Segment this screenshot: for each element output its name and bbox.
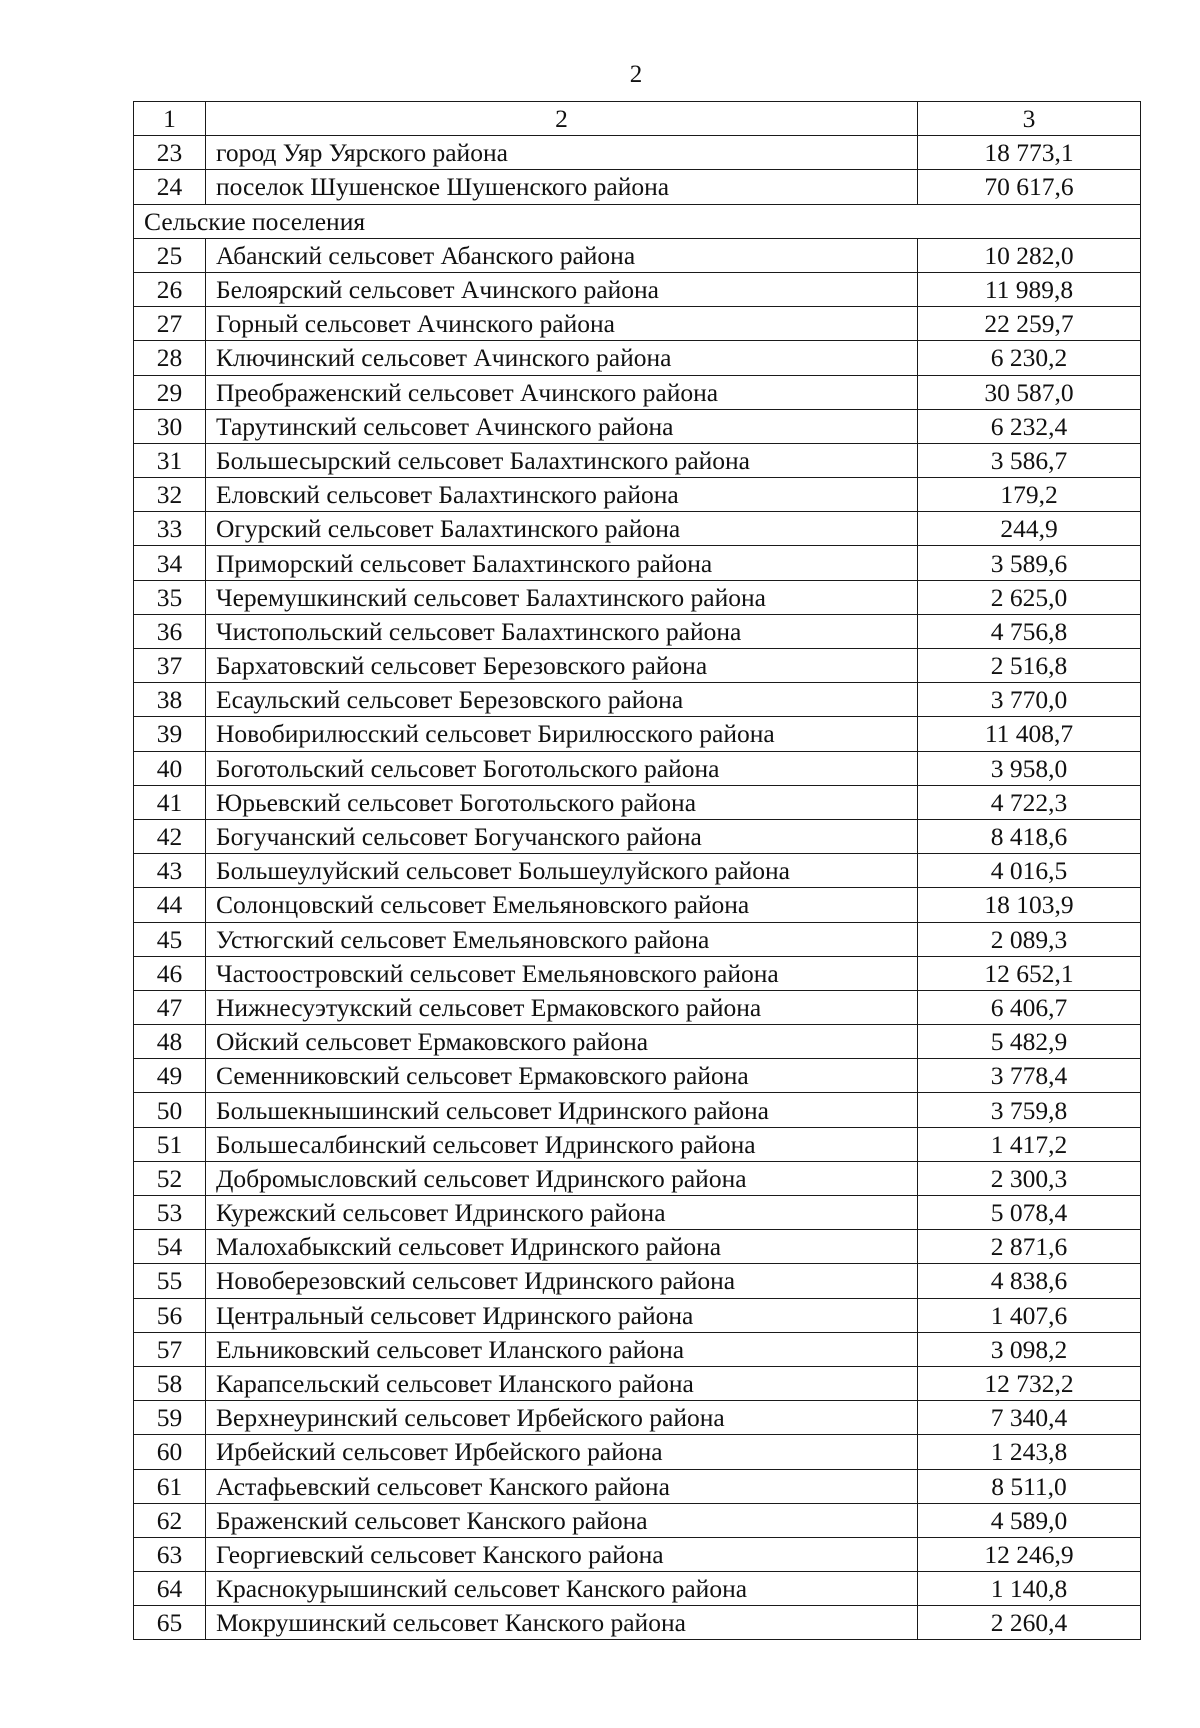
table-row bbox=[134, 272, 1141, 306]
row-name: Богучанский сельсовет Богучанского района bbox=[206, 819, 918, 853]
row-value: 3 958,0 bbox=[918, 751, 1141, 785]
row-value: 5 482,9 bbox=[918, 1025, 1141, 1059]
header-col-3: 3 bbox=[918, 102, 1141, 136]
row-name: Устюгский сельсовет Емельяновского района bbox=[206, 922, 918, 956]
row-value: 2 871,6 bbox=[918, 1230, 1141, 1264]
row-name: Огурский сельсовет Балахтинского района bbox=[206, 512, 918, 546]
row-value: 4 016,5 bbox=[918, 854, 1141, 888]
row-number: 25 bbox=[134, 238, 206, 272]
table-row bbox=[134, 170, 1141, 204]
row-value: 4 838,6 bbox=[918, 1264, 1141, 1298]
row-name: Астафьевский сельсовет Канского района bbox=[206, 1469, 918, 1503]
table-row bbox=[134, 478, 1141, 512]
row-number: 36 bbox=[134, 614, 206, 648]
row-name: Абанский сельсовет Абанского района bbox=[206, 238, 918, 272]
table-row bbox=[134, 375, 1141, 409]
row-name: Новоберезовский сельсовет Идринского района bbox=[206, 1264, 918, 1298]
table-row bbox=[134, 546, 1141, 580]
row-value: 7 340,4 bbox=[918, 1401, 1141, 1435]
row-value: 1 417,2 bbox=[918, 1127, 1141, 1161]
row-name: Большеулуйский сельсовет Большеулуйского района bbox=[206, 854, 918, 888]
row-value: 12 732,2 bbox=[918, 1366, 1141, 1400]
row-number: 41 bbox=[134, 785, 206, 819]
row-number: 28 bbox=[134, 341, 206, 375]
row-name: Малохабыкский сельсовет Идринского района bbox=[206, 1230, 918, 1264]
row-number: 34 bbox=[134, 546, 206, 580]
table-row bbox=[134, 649, 1141, 683]
row-number: 45 bbox=[134, 922, 206, 956]
row-name: Ключинский сельсовет Ачинского района bbox=[206, 341, 918, 375]
row-name: Тарутинский сельсовет Ачинского района bbox=[206, 409, 918, 443]
row-number: 23 bbox=[134, 136, 206, 170]
row-name: Бархатовский сельсовет Березовского района bbox=[206, 649, 918, 683]
table-row bbox=[134, 922, 1141, 956]
row-name: Верхнеуринский сельсовет Ирбейского района bbox=[206, 1401, 918, 1435]
row-value: 1 243,8 bbox=[918, 1435, 1141, 1469]
row-value: 244,9 bbox=[918, 512, 1141, 546]
row-number: 63 bbox=[134, 1537, 206, 1571]
row-number: 51 bbox=[134, 1127, 206, 1161]
row-value: 1 140,8 bbox=[918, 1572, 1141, 1606]
row-value: 11 408,7 bbox=[918, 717, 1141, 751]
row-value: 11 989,8 bbox=[918, 272, 1141, 306]
row-number: 64 bbox=[134, 1572, 206, 1606]
row-number: 29 bbox=[134, 375, 206, 409]
row-number: 32 bbox=[134, 478, 206, 512]
row-name: Приморский сельсовет Балахтинского района bbox=[206, 546, 918, 580]
row-name: Мокрушинский сельсовет Канского района bbox=[206, 1606, 918, 1640]
row-value: 4 722,3 bbox=[918, 785, 1141, 819]
table-row bbox=[134, 819, 1141, 853]
row-value: 3 759,8 bbox=[918, 1093, 1141, 1127]
row-value: 12 652,1 bbox=[918, 956, 1141, 990]
table-row bbox=[134, 717, 1141, 751]
row-value: 4 756,8 bbox=[918, 614, 1141, 648]
row-value: 8 418,6 bbox=[918, 819, 1141, 853]
table-row bbox=[134, 1572, 1141, 1606]
row-value: 3 589,6 bbox=[918, 546, 1141, 580]
table-row bbox=[134, 1401, 1141, 1435]
row-name: Частоостровский сельсовет Емельяновского района bbox=[206, 956, 918, 990]
table-row bbox=[134, 990, 1141, 1024]
row-value: 2 300,3 bbox=[918, 1161, 1141, 1195]
row-name: Большесырский сельсовет Балахтинского района bbox=[206, 443, 918, 477]
row-value: 2 260,4 bbox=[918, 1606, 1141, 1640]
row-name: Ирбейский сельсовет Ирбейского района bbox=[206, 1435, 918, 1469]
row-name: Новобирилюсский сельсовет Бирилюсского района bbox=[206, 717, 918, 751]
table-row bbox=[134, 854, 1141, 888]
table-row bbox=[134, 751, 1141, 785]
row-number: 61 bbox=[134, 1469, 206, 1503]
row-number: 27 bbox=[134, 307, 206, 341]
row-value: 10 282,0 bbox=[918, 238, 1141, 272]
row-name: Краснокурышинский сельсовет Канского района bbox=[206, 1572, 918, 1606]
row-number: 46 bbox=[134, 956, 206, 990]
table-row bbox=[134, 1298, 1141, 1332]
row-name: Ойский сельсовет Ермаковского района bbox=[206, 1025, 918, 1059]
row-value: 12 246,9 bbox=[918, 1537, 1141, 1571]
row-value: 22 259,7 bbox=[918, 307, 1141, 341]
row-number: 40 bbox=[134, 751, 206, 785]
row-value: 6 406,7 bbox=[918, 990, 1141, 1024]
table-row bbox=[134, 1435, 1141, 1469]
page-number: 2 bbox=[629, 61, 643, 88]
row-value: 18 103,9 bbox=[918, 888, 1141, 922]
row-name: Добромысловский сельсовет Идринского района bbox=[206, 1161, 918, 1195]
row-number: 62 bbox=[134, 1503, 206, 1537]
row-value: 3 586,7 bbox=[918, 443, 1141, 477]
row-value: 2 089,3 bbox=[918, 922, 1141, 956]
table-row bbox=[134, 307, 1141, 341]
table-row bbox=[134, 1161, 1141, 1195]
table-row bbox=[134, 136, 1141, 170]
row-number: 60 bbox=[134, 1435, 206, 1469]
table-row bbox=[134, 1503, 1141, 1537]
table-header-row bbox=[134, 102, 1141, 136]
row-name: поселок Шушенское Шушенского района bbox=[206, 170, 918, 204]
row-value: 6 230,2 bbox=[918, 341, 1141, 375]
row-number: 26 bbox=[134, 272, 206, 306]
row-number: 31 bbox=[134, 443, 206, 477]
row-name: Большесалбинский сельсовет Идринского района bbox=[206, 1127, 918, 1161]
allocation-table bbox=[133, 101, 1141, 1640]
row-number: 57 bbox=[134, 1332, 206, 1366]
section-header-row bbox=[134, 204, 1141, 238]
row-value: 30 587,0 bbox=[918, 375, 1141, 409]
row-value: 4 589,0 bbox=[918, 1503, 1141, 1537]
row-value: 2 625,0 bbox=[918, 580, 1141, 614]
row-number: 35 bbox=[134, 580, 206, 614]
row-name: город Уяр Уярского района bbox=[206, 136, 918, 170]
table-row bbox=[134, 1537, 1141, 1571]
table-row bbox=[134, 512, 1141, 546]
row-value: 179,2 bbox=[918, 478, 1141, 512]
row-value: 18 773,1 bbox=[918, 136, 1141, 170]
row-value: 8 511,0 bbox=[918, 1469, 1141, 1503]
table-row bbox=[134, 580, 1141, 614]
allocation-table-container bbox=[133, 101, 1140, 1640]
row-value: 2 516,8 bbox=[918, 649, 1141, 683]
table-row bbox=[134, 1264, 1141, 1298]
table-row bbox=[134, 1230, 1141, 1264]
row-value: 1 407,6 bbox=[918, 1298, 1141, 1332]
header-col-2: 2 bbox=[206, 102, 918, 136]
row-name: Нижнесуэтукский сельсовет Ермаковского района bbox=[206, 990, 918, 1024]
row-name: Преображенский сельсовет Ачинского района bbox=[206, 375, 918, 409]
row-name: Чистопольский сельсовет Балахтинского района bbox=[206, 614, 918, 648]
row-value: 3 770,0 bbox=[918, 683, 1141, 717]
table-row bbox=[134, 956, 1141, 990]
table-row bbox=[134, 1332, 1141, 1366]
row-number: 48 bbox=[134, 1025, 206, 1059]
table-row bbox=[134, 1366, 1141, 1400]
table-row bbox=[134, 785, 1141, 819]
row-number: 50 bbox=[134, 1093, 206, 1127]
row-number: 56 bbox=[134, 1298, 206, 1332]
table-row bbox=[134, 888, 1141, 922]
row-number: 54 bbox=[134, 1230, 206, 1264]
row-name: Солонцовский сельсовет Емельяновского района bbox=[206, 888, 918, 922]
table-row bbox=[134, 614, 1141, 648]
row-number: 43 bbox=[134, 854, 206, 888]
row-name: Курежский сельсовет Идринского района bbox=[206, 1196, 918, 1230]
table-row bbox=[134, 409, 1141, 443]
row-number: 30 bbox=[134, 409, 206, 443]
table-row bbox=[134, 1025, 1141, 1059]
row-number: 53 bbox=[134, 1196, 206, 1230]
row-name: Белоярский сельсовет Ачинского района bbox=[206, 272, 918, 306]
row-number: 58 bbox=[134, 1366, 206, 1400]
row-value: 70 617,6 bbox=[918, 170, 1141, 204]
row-number: 38 bbox=[134, 683, 206, 717]
row-name: Центральный сельсовет Идринского района bbox=[206, 1298, 918, 1332]
row-number: 42 bbox=[134, 819, 206, 853]
row-name: Карапсельский сельсовет Иланского района bbox=[206, 1366, 918, 1400]
row-name: Горный сельсовет Ачинского района bbox=[206, 307, 918, 341]
row-name: Боготольский сельсовет Боготольского района bbox=[206, 751, 918, 785]
row-number: 55 bbox=[134, 1264, 206, 1298]
row-number: 44 bbox=[134, 888, 206, 922]
row-number: 59 bbox=[134, 1401, 206, 1435]
row-number: 47 bbox=[134, 990, 206, 1024]
row-number: 65 bbox=[134, 1606, 206, 1640]
row-name: Еловский сельсовет Балахтинского района bbox=[206, 478, 918, 512]
row-number: 39 bbox=[134, 717, 206, 751]
table-row bbox=[134, 1469, 1141, 1503]
row-name: Черемушкинский сельсовет Балахтинского района bbox=[206, 580, 918, 614]
table-row bbox=[134, 1606, 1141, 1640]
row-name: Ельниковский сельсовет Иланского района bbox=[206, 1332, 918, 1366]
row-name: Есаульский сельсовет Березовского района bbox=[206, 683, 918, 717]
row-name: Юрьевский сельсовет Боготольского района bbox=[206, 785, 918, 819]
table-row bbox=[134, 683, 1141, 717]
table-row bbox=[134, 238, 1141, 272]
row-number: 49 bbox=[134, 1059, 206, 1093]
row-number: 33 bbox=[134, 512, 206, 546]
table-row bbox=[134, 341, 1141, 375]
table-row bbox=[134, 1196, 1141, 1230]
row-value: 5 078,4 bbox=[918, 1196, 1141, 1230]
row-name: Георгиевский сельсовет Канского района bbox=[206, 1537, 918, 1571]
row-value: 6 232,4 bbox=[918, 409, 1141, 443]
row-name: Семенниковский сельсовет Ермаковского района bbox=[206, 1059, 918, 1093]
row-value: 3 778,4 bbox=[918, 1059, 1141, 1093]
row-name: Браженский сельсовет Канского района bbox=[206, 1503, 918, 1537]
table-row bbox=[134, 443, 1141, 477]
table-row bbox=[134, 1059, 1141, 1093]
table-row bbox=[134, 1127, 1141, 1161]
row-value: 3 098,2 bbox=[918, 1332, 1141, 1366]
header-col-1: 1 bbox=[134, 102, 206, 136]
row-number: 24 bbox=[134, 170, 206, 204]
row-name: Большекнышинский сельсовет Идринского района bbox=[206, 1093, 918, 1127]
row-number: 37 bbox=[134, 649, 206, 683]
row-number: 52 bbox=[134, 1161, 206, 1195]
table-body bbox=[134, 102, 1141, 1640]
section-title: Сельские поселения bbox=[134, 204, 1141, 238]
table-row bbox=[134, 1093, 1141, 1127]
